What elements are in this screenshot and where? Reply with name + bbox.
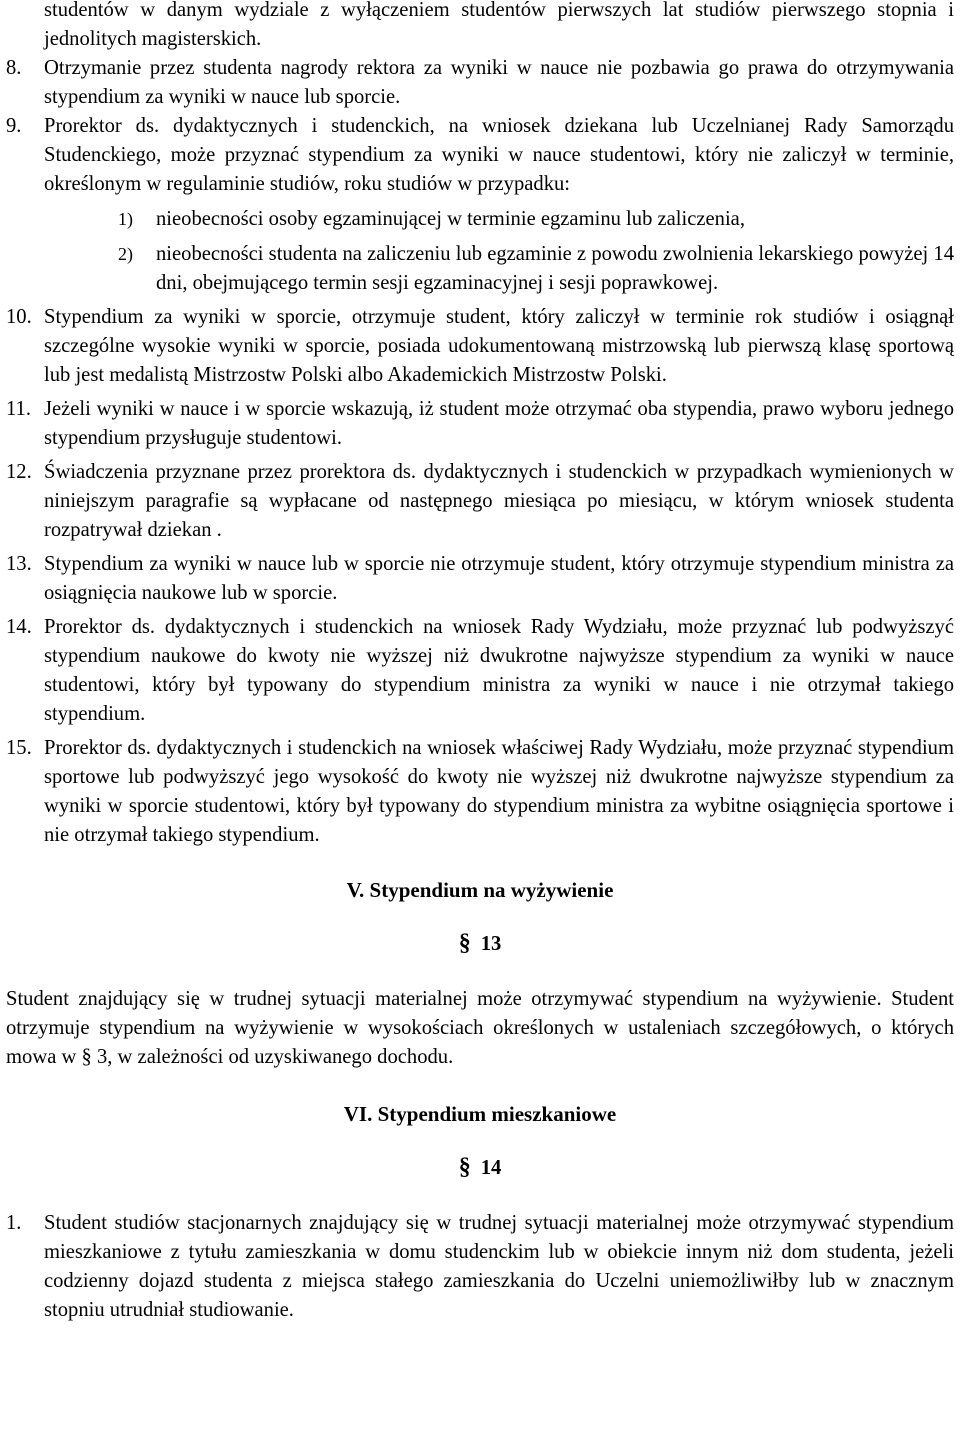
item-text: Świadczenia przyznane przez prorektora ds. dydaktycznych i studenckich w przypadkach wymienionych w niniejszym paragrafie są wypłacane od następnego miesiąca po miesiącu, w którym wniosek studenta rozpatrywał dziekan .: [44, 461, 954, 541]
section-heading-v: V. Stypendium na wyżywienie: [346, 878, 614, 902]
list-item-12: [6, 458, 954, 545]
section-v-paragraph: Student znajdujący się w trudnej sytuacji materialnej może otrzymywać stypendium na wyżywienie. Student otrzymuje stypendium na wyżywienie w wysokościach określonych w ustaleniach szczegółowych, o których mowa w § 3, w zależności od uzyskiwanego dochodu.: [6, 988, 954, 1068]
paragraph-number: 13: [480, 933, 502, 955]
list-item-8: [6, 54, 954, 112]
sub-item-number: 1): [118, 209, 133, 229]
sub-item-1: [6, 205, 954, 234]
continuation-text: studentów w danym wydziale z wyłączeniem studentów pierwszych lat studiów pierwszego stopnia i jednolitych magisterskich.: [44, 0, 954, 50]
item-number: 8.: [6, 57, 22, 79]
list-item-15: [6, 734, 954, 850]
sub-item-2: [6, 240, 954, 298]
list-item-9: [6, 112, 954, 199]
paragraph-marker-14: [6, 1153, 954, 1183]
item-number: 15.: [6, 737, 32, 759]
item-text: Stypendium za wyniki w nauce lub w sporcie nie otrzymuje student, który otrzymuje stypendium ministra za osiągnięcia naukowe lub w sporcie.: [44, 553, 954, 604]
paragraph-marker-13: [6, 929, 954, 959]
item-text: Prorektor ds. dydaktycznych i studenckich na wniosek właściwej Rady Wydziału, może przyznać stypendium sportowe lub podwyższyć jego wysokość do kwoty nie wyższej niż dwukrotne najwyższe stypendium za wyniki w sporcie studentowi, który był typowany do stypendium ministra za wybitne osiągnięcia sportowe i nie otrzymał takiego stypendium.: [44, 737, 954, 846]
paragraph-sign: §: [458, 1154, 471, 1180]
item-number: 10.: [6, 306, 32, 328]
item-number: 14.: [6, 616, 32, 638]
item-text: Jeżeli wyniki w nauce i w sporcie wskazują, iż student może otrzymać oba stypendia, prawo wyboru jednego stypendium przysługuje studentowi.: [44, 398, 954, 449]
section-vi-item-1: [6, 1209, 954, 1325]
item-number: 12.: [6, 461, 32, 483]
item-text: Otrzymanie przez studenta nagrody rektora za wyniki w nauce nie pozbawia go prawa do otrzymywania stypendium za wyniki w nauce lub sporcie.: [44, 57, 954, 108]
list-item-13: [6, 550, 954, 608]
sub-item-text: nieobecności studenta na zaliczeniu lub egzaminie z powodu zwolnienia lekarskiego powyżej 14 dni, obejmującego termin sesji egzaminacyjnej i sesji poprawkowej.: [156, 243, 954, 294]
item-text: Prorektor ds. dydaktycznych i studenckich na wniosek Rady Wydziału, może przyznać lub podwyższyć stypendium naukowe do kwoty nie wyższej niż dwukrotne najwyższe stypendium za wyniki w nauce studentowi, który był typowany do stypendium ministra za wyniki w nauce i nie otrzymał takiego stypendium.: [44, 616, 954, 725]
list-item-11: [6, 395, 954, 453]
paragraph-number: 14: [480, 1157, 502, 1179]
section-heading-vi: VI. Stypendium mieszkaniowe: [343, 1102, 617, 1126]
item-text: Prorektor ds. dydaktycznych i studenckich, na wniosek dziekana lub Uczelnianej Rady Samorządu Studenckiego, może przyznać stypendium za wyniki w nauce studentowi, który nie zaliczył w terminie, określonym w regulaminie studiów, roku studiów w przypadku:: [44, 115, 954, 195]
item-text: Student studiów stacjonarnych znajdujący się w trudnej sytuacji materialnej może otrzymywać stypendium mieszkaniowe z tytułu zamieszkania w domu studenckim lub w obiekcie innym niż dom studenta, jeżeli codzienny dojazd studenta z miejsca stałego zamieszkania do Uczelni uniemożliwiłby lub w znacznym stopniu utrudniał studiowanie.: [44, 1212, 954, 1321]
item-number: 1.: [6, 1212, 22, 1234]
item-number: 13.: [6, 553, 32, 575]
sub-item-text: nieobecności osoby egzaminującej w terminie egzaminu lub zaliczenia,: [156, 208, 745, 230]
paragraph-sign: §: [458, 930, 471, 956]
item-text: Stypendium za wyniki w sporcie, otrzymuje student, który zaliczył w terminie rok studiów i osiągnął szczególne wysokie wyniki w sporcie, posiada udokumentowaną mistrzowską lub pierwszą klasę sportową lub jest medalistą Mistrzostw Polski albo Akademickich Mistrzostw Polski.: [44, 306, 954, 386]
sub-item-number: 2): [118, 244, 133, 264]
list-item-10: [6, 303, 954, 390]
item-number: 9.: [6, 115, 22, 137]
list-item-14: [6, 613, 954, 729]
item-number: 11.: [6, 398, 31, 420]
